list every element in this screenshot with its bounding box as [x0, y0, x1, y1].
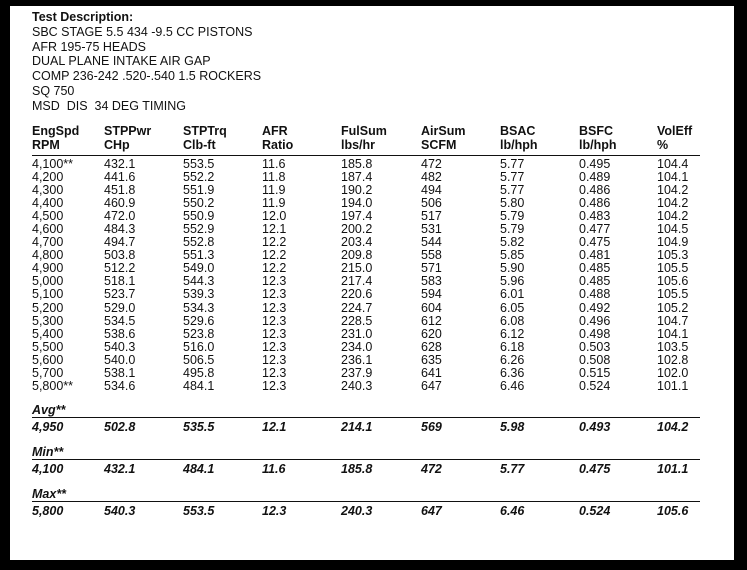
cell-fulsum: 203.4 [341, 235, 373, 250]
cell-voleff: 105.3 [657, 248, 689, 263]
cell-engspd: 5,400 [32, 326, 64, 341]
cell-engspd: 5,000 [32, 274, 64, 289]
cell-bsac: 5.80 [500, 196, 525, 211]
cell-stppwr: 529.0 [104, 300, 136, 315]
description-line: SQ 750 [32, 83, 75, 98]
cell-bsfc: 0.477 [579, 222, 611, 237]
cell-fulsum: 224.7 [341, 300, 373, 315]
cell-voleff: 104.7 [657, 313, 689, 328]
cell-airsum: 583 [421, 274, 442, 289]
cell-airsum: 494 [421, 183, 442, 198]
cell-stppwr: 441.6 [104, 170, 136, 185]
cell-fulsum: 187.4 [341, 170, 373, 185]
cell-stptrq: 516.0 [183, 339, 215, 354]
summary-label: Min** [32, 445, 700, 460]
summary-label: Max** [32, 487, 700, 502]
cell-fulsum: 217.4 [341, 274, 373, 289]
cell-fulsum: 200.2 [341, 222, 373, 237]
cell-bsfc: 0.483 [579, 209, 611, 224]
cell-afr: 12.3 [262, 274, 287, 289]
summary-cell-airsum: 472 [421, 461, 442, 476]
cell-fulsum: 215.0 [341, 261, 373, 276]
summary-values-row [32, 417, 700, 434]
cell-fulsum: 220.6 [341, 287, 373, 302]
table-row [32, 341, 700, 354]
cell-bsac: 5.79 [500, 222, 525, 237]
cell-voleff: 104.1 [657, 326, 689, 341]
cell-stppwr: 518.1 [104, 274, 136, 289]
summary-cell-bsfc: 0.493 [579, 419, 611, 434]
cell-stptrq: 523.8 [183, 326, 215, 341]
summary-cell-fulsum: 240.3 [341, 503, 373, 518]
cell-afr: 12.3 [262, 365, 287, 380]
summary-cell-bsfc: 0.524 [579, 503, 611, 518]
summary-cell-afr: 12.1 [262, 419, 287, 434]
cell-stppwr: 534.6 [104, 378, 136, 393]
cell-fulsum: 194.0 [341, 196, 373, 211]
cell-bsfc: 0.492 [579, 300, 611, 315]
cell-bsac: 6.46 [500, 378, 525, 393]
summary-cell-bsac: 5.98 [500, 419, 525, 434]
summary-label: Avg** [32, 403, 700, 418]
column-header-airsum: AirSum [421, 124, 466, 138]
cell-airsum: 531 [421, 222, 442, 237]
column-header-fulsum: FulSum [341, 124, 387, 138]
cell-stppwr: 540.0 [104, 352, 136, 367]
cell-bsac: 5.79 [500, 209, 525, 224]
cell-fulsum: 240.3 [341, 378, 373, 393]
cell-engspd: 5,800** [32, 378, 74, 393]
summary-label-row [32, 487, 700, 502]
cell-airsum: 647 [421, 378, 442, 393]
cell-bsfc: 0.503 [579, 339, 611, 354]
cell-airsum: 620 [421, 326, 442, 341]
summary-cell-fulsum: 185.8 [341, 461, 373, 476]
column-unit-bsfc: lb/hph [579, 138, 657, 156]
summary-cell-stptrq: 484.1 [183, 461, 215, 476]
cell-bsfc: 0.508 [579, 352, 611, 367]
cell-fulsum: 228.5 [341, 313, 373, 328]
cell-stptrq: 552.2 [183, 170, 215, 185]
cell-engspd: 5,700 [32, 365, 64, 380]
cell-bsfc: 0.496 [579, 313, 611, 328]
cell-afr: 11.8 [262, 170, 286, 185]
summary-cell-bsac: 6.46 [500, 503, 525, 518]
cell-voleff: 103.5 [657, 339, 689, 354]
cell-afr: 12.2 [262, 235, 287, 250]
cell-afr: 12.3 [262, 378, 287, 393]
column-header-bsfc: BSFC [579, 124, 614, 138]
cell-bsac: 6.05 [500, 300, 525, 315]
summary-cell-voleff: 105.6 [657, 503, 689, 518]
cell-afr: 12.1 [262, 222, 287, 237]
test-description [32, 10, 261, 114]
cell-bsac: 5.90 [500, 261, 525, 276]
cell-engspd: 5,100 [32, 287, 64, 302]
cell-stppwr: 538.6 [104, 326, 136, 341]
cell-bsac: 5.77 [500, 170, 525, 185]
cell-voleff: 104.4 [657, 157, 689, 171]
cell-bsfc: 0.486 [579, 196, 611, 211]
cell-voleff: 104.1 [657, 170, 689, 185]
cell-stptrq: 534.3 [183, 300, 215, 315]
cell-afr: 11.9 [262, 183, 286, 198]
cell-bsac: 5.96 [500, 274, 525, 289]
cell-afr: 12.3 [262, 287, 287, 302]
cell-stptrq: 529.6 [183, 313, 215, 328]
cell-stppwr: 432.1 [104, 157, 136, 171]
cell-voleff: 104.2 [657, 209, 689, 224]
table-row [32, 367, 700, 380]
description-line: DUAL PLANE INTAKE AIR GAP [32, 54, 211, 69]
test-sheet [10, 6, 734, 560]
column-unit-fulsum: lbs/hr [341, 138, 421, 156]
cell-stptrq: 552.9 [183, 222, 215, 237]
table-row [32, 315, 700, 328]
cell-stptrq: 553.5 [183, 157, 215, 171]
cell-airsum: 635 [421, 352, 442, 367]
cell-voleff: 105.5 [657, 287, 689, 302]
cell-airsum: 604 [421, 300, 442, 315]
cell-engspd: 4,600 [32, 222, 64, 237]
table-row [32, 156, 700, 172]
cell-fulsum: 236.1 [341, 352, 373, 367]
cell-engspd: 4,900 [32, 261, 64, 276]
cell-bsac: 5.77 [500, 157, 525, 171]
cell-afr: 12.2 [262, 261, 287, 276]
description-line: SBC STAGE 5.5 434 -9.5 CC PISTONS [32, 24, 253, 39]
cell-airsum: 594 [421, 287, 442, 302]
description-line: MSD DIS 34 DEG TIMING [32, 98, 186, 113]
cell-stptrq: 551.9 [183, 183, 215, 198]
cell-stptrq: 506.5 [183, 352, 215, 367]
cell-engspd: 4,800 [32, 248, 64, 263]
cell-bsac: 6.12 [500, 326, 525, 341]
cell-stptrq: 495.8 [183, 365, 215, 380]
cell-fulsum: 197.4 [341, 209, 373, 224]
cell-voleff: 104.2 [657, 183, 689, 198]
cell-voleff: 104.9 [657, 235, 689, 250]
cell-airsum: 612 [421, 313, 442, 328]
cell-bsfc: 0.488 [579, 287, 611, 302]
summary-cell-bsfc: 0.475 [579, 461, 611, 476]
summary-cell-stppwr: 540.3 [104, 503, 136, 518]
cell-fulsum: 234.0 [341, 339, 373, 354]
cell-afr: 11.9 [262, 196, 286, 211]
cell-afr: 11.6 [262, 157, 286, 171]
cell-voleff: 105.6 [657, 274, 689, 289]
description-title: Test Description: [32, 10, 134, 24]
cell-stppwr: 503.8 [104, 248, 136, 263]
column-header-stptrq: STPTrq [183, 124, 227, 138]
cell-airsum: 628 [421, 339, 442, 354]
cell-airsum: 517 [421, 209, 442, 224]
column-header-engspd: EngSpd [32, 124, 80, 138]
cell-engspd: 4,200 [32, 170, 64, 185]
summary-cell-afr: 12.3 [262, 503, 287, 518]
cell-stppwr: 451.8 [104, 183, 136, 198]
table-row [32, 380, 700, 393]
cell-airsum: 544 [421, 235, 442, 250]
summary-cell-fulsum: 214.1 [341, 419, 373, 434]
column-unit-stptrq: Clb-ft [183, 138, 262, 156]
cell-bsac: 5.85 [500, 248, 525, 263]
summary-cell-voleff: 101.1 [657, 461, 689, 476]
cell-stppwr: 512.2 [104, 261, 136, 276]
summary-values-row [32, 459, 700, 476]
cell-engspd: 5,200 [32, 300, 64, 315]
cell-bsfc: 0.486 [579, 183, 611, 198]
cell-airsum: 482 [421, 170, 442, 185]
column-unit-voleff: % [657, 138, 700, 156]
cell-engspd: 5,300 [32, 313, 64, 328]
cell-airsum: 558 [421, 248, 442, 263]
column-unit-afr: Ratio [262, 138, 341, 156]
cell-fulsum: 237.9 [341, 365, 373, 380]
cell-voleff: 104.5 [657, 222, 689, 237]
cell-stppwr: 494.7 [104, 235, 136, 250]
table-row [32, 354, 700, 367]
cell-voleff: 104.2 [657, 196, 689, 211]
cell-voleff: 101.1 [657, 378, 689, 393]
summary-cell-voleff: 104.2 [657, 419, 689, 434]
cell-afr: 12.3 [262, 339, 287, 354]
summary-cell-engspd: 4,950 [32, 419, 64, 434]
cell-bsfc: 0.524 [579, 378, 611, 393]
cell-bsfc: 0.515 [579, 365, 611, 380]
cell-afr: 12.3 [262, 326, 287, 341]
cell-afr: 12.3 [262, 352, 287, 367]
cell-voleff: 105.2 [657, 300, 689, 315]
summary-cell-engspd: 5,800 [32, 503, 64, 518]
cell-afr: 12.3 [262, 300, 287, 315]
summary-cell-afr: 11.6 [262, 461, 286, 476]
cell-stppwr: 484.3 [104, 222, 136, 237]
cell-stppwr: 534.5 [104, 313, 136, 328]
cell-bsfc: 0.498 [579, 326, 611, 341]
cell-engspd: 4,300 [32, 183, 64, 198]
cell-engspd: 4,700 [32, 235, 64, 250]
cell-stptrq: 552.8 [183, 235, 215, 250]
cell-voleff: 102.0 [657, 365, 689, 380]
summary-section [32, 393, 700, 518]
cell-airsum: 506 [421, 196, 442, 211]
summary-cell-stppwr: 432.1 [104, 461, 136, 476]
cell-airsum: 472 [421, 157, 442, 171]
column-unit-engspd: RPM [32, 138, 104, 156]
cell-bsac: 6.26 [500, 352, 525, 367]
cell-stptrq: 550.9 [183, 209, 215, 224]
cell-airsum: 571 [421, 261, 442, 276]
cell-stppwr: 472.0 [104, 209, 136, 224]
summary-cell-airsum: 647 [421, 503, 442, 518]
summary-label-row [32, 445, 700, 460]
cell-fulsum: 185.8 [341, 157, 373, 171]
cell-voleff: 105.5 [657, 261, 689, 276]
dyno-results-table [32, 124, 700, 518]
column-unit-airsum: SCFM [421, 138, 500, 156]
cell-stptrq: 550.2 [183, 196, 215, 211]
cell-bsac: 6.36 [500, 365, 525, 380]
cell-bsac: 5.77 [500, 183, 525, 198]
cell-stptrq: 551.3 [183, 248, 215, 263]
cell-afr: 12.3 [262, 313, 287, 328]
cell-bsac: 6.01 [500, 287, 525, 302]
description-line: COMP 236-242 .520-.540 1.5 ROCKERS [32, 69, 262, 84]
cell-stptrq: 539.3 [183, 287, 215, 302]
cell-bsfc: 0.489 [579, 170, 611, 185]
cell-engspd: 4,100** [32, 157, 74, 171]
table-header [32, 124, 700, 156]
table-row [32, 328, 700, 341]
description-line: AFR 195-75 HEADS [32, 39, 146, 54]
cell-bsfc: 0.485 [579, 261, 611, 276]
cell-afr: 12.0 [262, 209, 287, 224]
cell-airsum: 641 [421, 365, 442, 380]
cell-engspd: 4,400 [32, 196, 64, 211]
column-unit-stppwr: CHp [104, 138, 183, 156]
column-header-bsac: BSAC [500, 124, 536, 138]
summary-cell-engspd: 4,100 [32, 461, 64, 476]
cell-fulsum: 190.2 [341, 183, 373, 198]
cell-stptrq: 484.1 [183, 378, 215, 393]
summary-label-row [32, 403, 700, 418]
column-header-voleff: VolEff [657, 124, 693, 138]
cell-fulsum: 231.0 [341, 326, 373, 341]
cell-fulsum: 209.8 [341, 248, 373, 263]
cell-bsac: 6.18 [500, 339, 525, 354]
table-row [32, 288, 700, 301]
cell-bsac: 6.08 [500, 313, 525, 328]
summary-cell-bsac: 5.77 [500, 461, 525, 476]
cell-stppwr: 540.3 [104, 339, 136, 354]
summary-cell-stptrq: 535.5 [183, 419, 215, 434]
cell-stppwr: 460.9 [104, 196, 136, 211]
summary-values-row [32, 501, 700, 518]
cell-engspd: 4,500 [32, 209, 64, 224]
cell-engspd: 5,600 [32, 352, 64, 367]
column-header-stppwr: STPPwr [104, 124, 152, 138]
cell-bsfc: 0.475 [579, 235, 611, 250]
cell-bsfc: 0.495 [579, 157, 611, 171]
cell-bsfc: 0.485 [579, 274, 611, 289]
cell-bsac: 5.82 [500, 235, 525, 250]
cell-stppwr: 523.7 [104, 287, 136, 302]
cell-stppwr: 538.1 [104, 365, 136, 380]
summary-cell-stppwr: 502.8 [104, 419, 136, 434]
summary-cell-airsum: 569 [421, 419, 442, 434]
cell-bsfc: 0.481 [579, 248, 611, 263]
cell-engspd: 5,500 [32, 339, 64, 354]
summary-cell-stptrq: 553.5 [183, 503, 215, 518]
table-row [32, 302, 700, 315]
cell-stptrq: 544.3 [183, 274, 215, 289]
table-body [32, 156, 700, 393]
cell-afr: 12.2 [262, 248, 287, 263]
cell-stptrq: 549.0 [183, 261, 215, 276]
column-unit-bsac: lb/hph [500, 138, 579, 156]
column-header-afr: AFR [262, 124, 288, 138]
cell-voleff: 102.8 [657, 352, 689, 367]
